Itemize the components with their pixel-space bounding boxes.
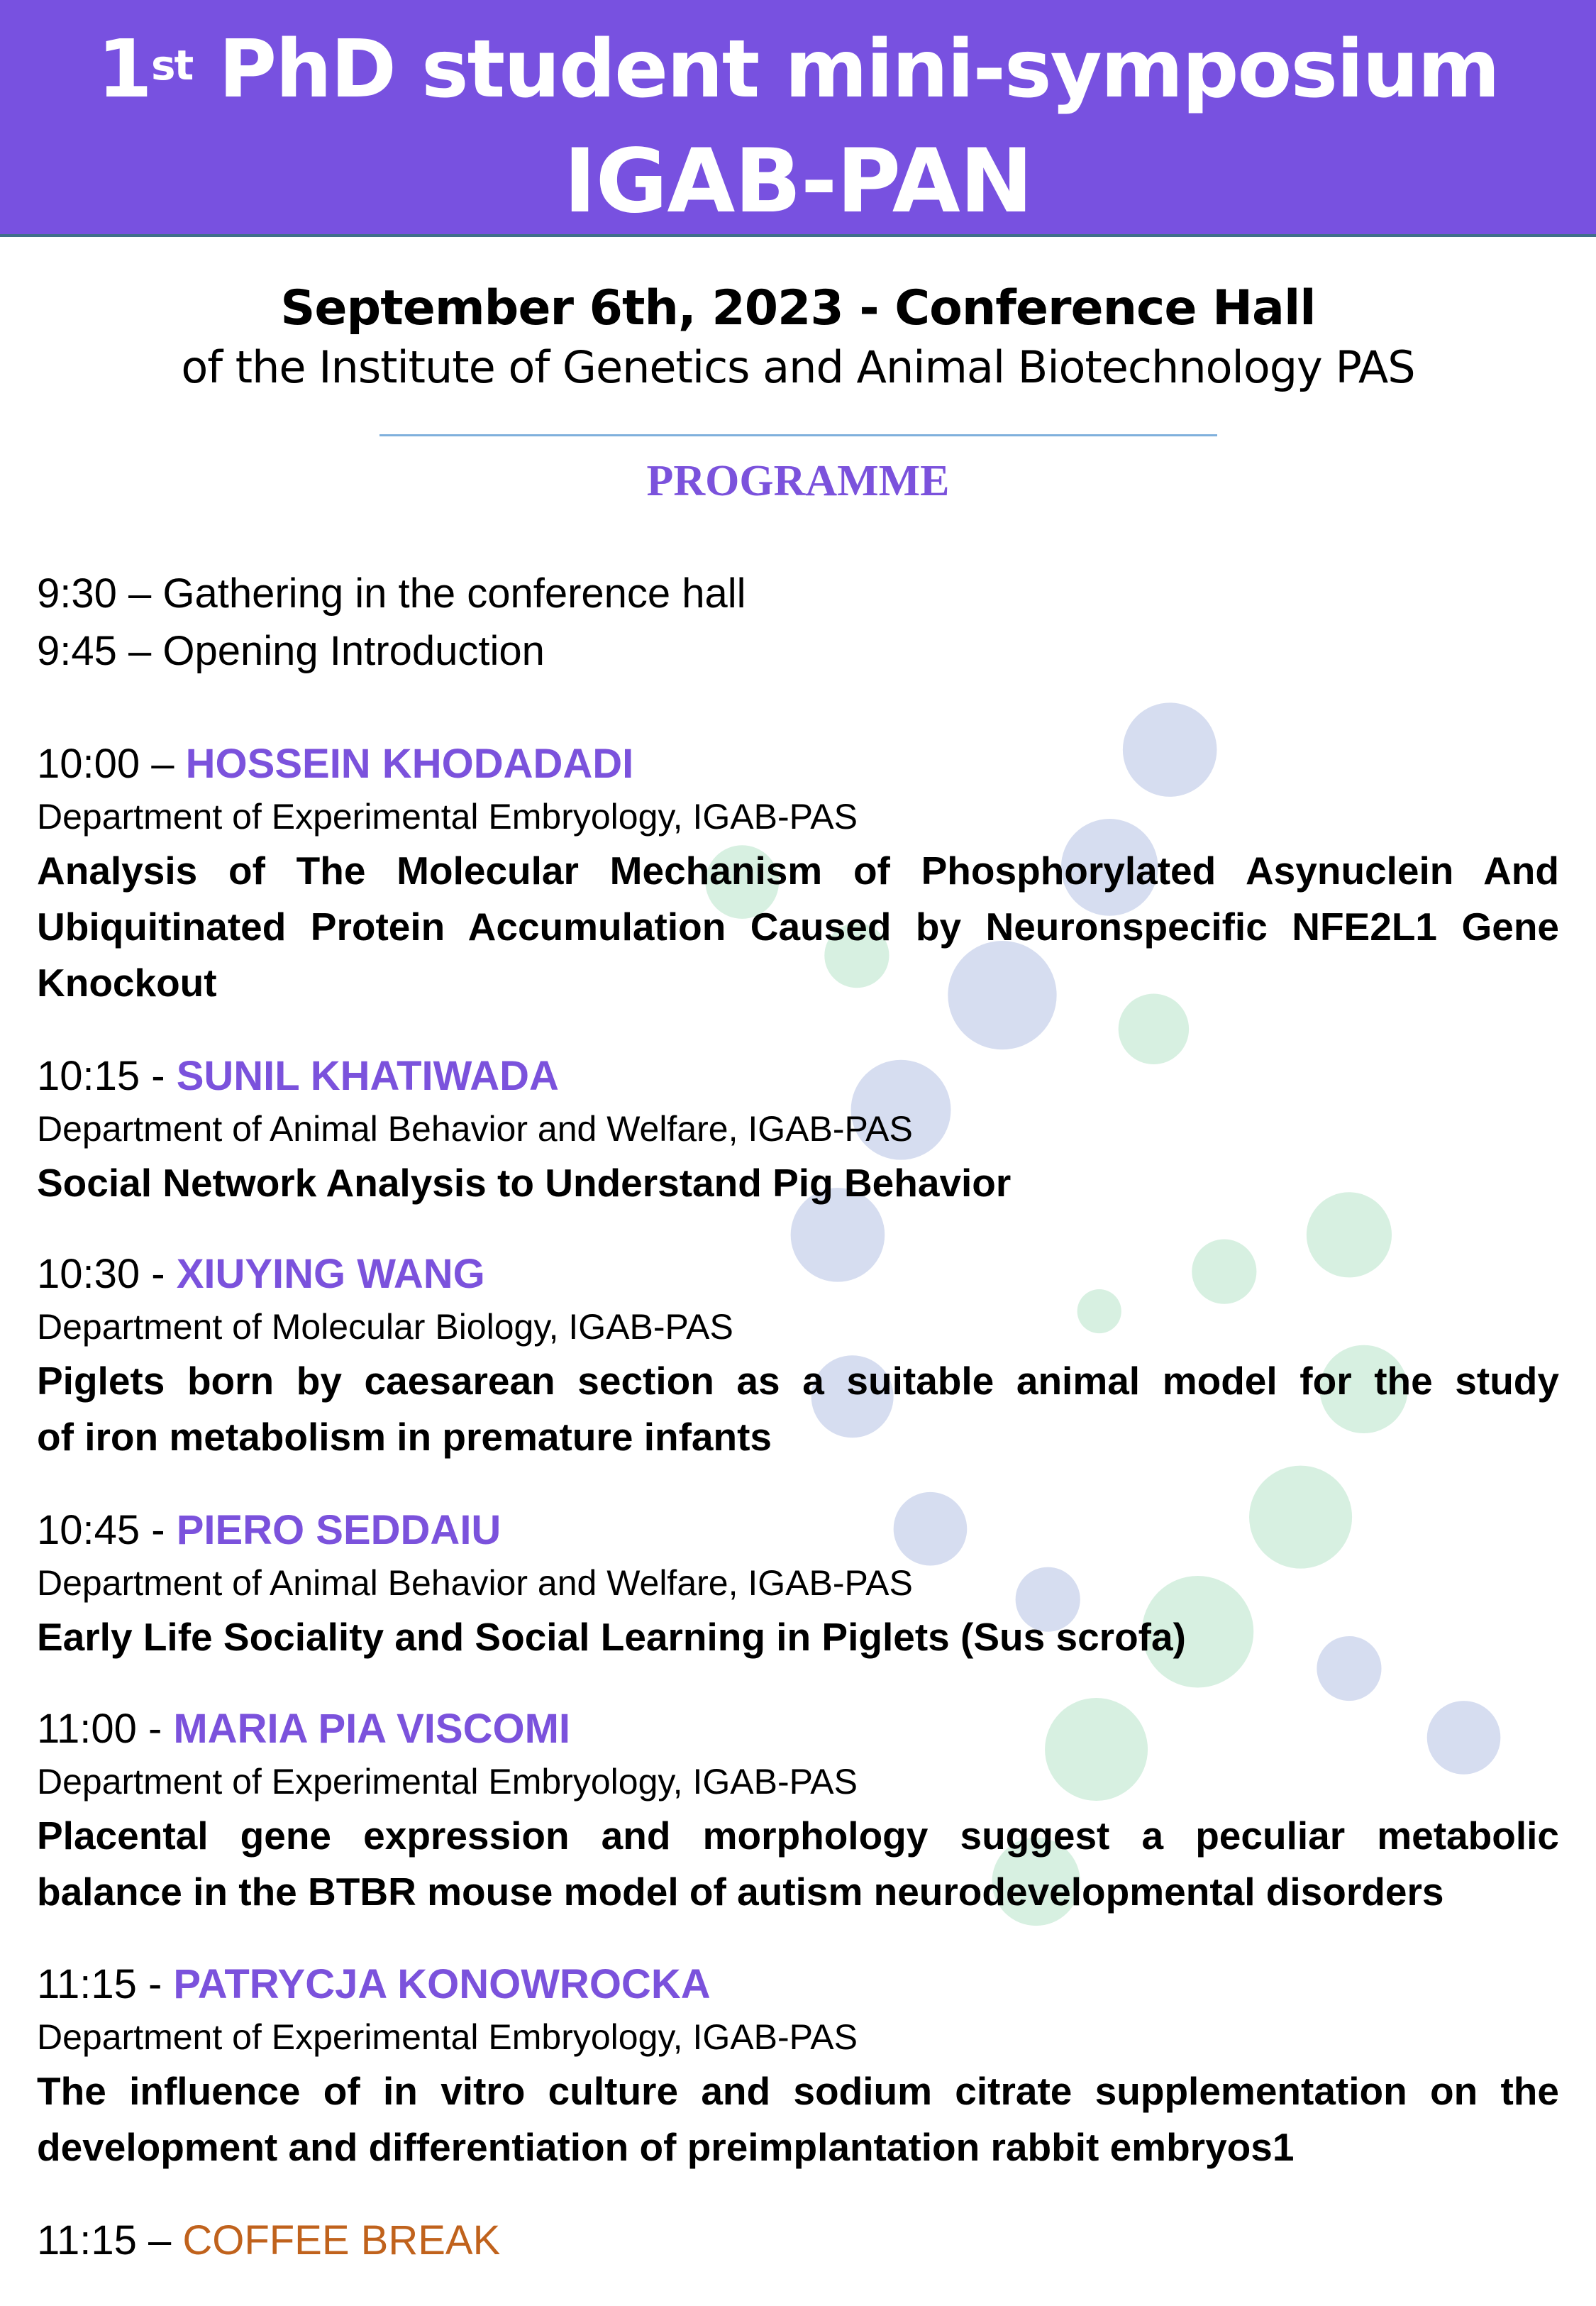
talk-header [37, 1956, 1559, 2013]
talk-header [37, 1502, 1559, 1559]
talk-time: 10:45 - [37, 1507, 177, 1553]
programme-item: 9:30 – Gathering in the conference hall [37, 570, 746, 617]
speaker-department: Department of Experimental Embryology, IGAB-PAS [37, 797, 858, 837]
talk-title-line: Social Network Analysis to Understand Pig Behavior [37, 1161, 1012, 1205]
talk-title-line: The influence of in vitro culture and sodium citrate supplementation on the [37, 2069, 1559, 2113]
talk-time: 11:00 - [37, 1706, 174, 1752]
talk-time: 10:15 - [37, 1053, 177, 1099]
speaker-department: Department of Molecular Biology, IGAB-PAS [37, 1307, 733, 1347]
talk-title-line: of iron metabolism in premature infants [37, 1415, 772, 1459]
institute-name: of the Institute of Genetics and Animal Biotechnology PAS [181, 341, 1415, 393]
title-ordinal-suffix: st [150, 41, 193, 89]
speaker-name: MARIA PIA VISCOMI [173, 1706, 570, 1752]
speaker-name: PATRYCJA KONOWROCKA [173, 1961, 711, 2007]
title-banner [0, 0, 1596, 237]
break-time: 11:15 – [37, 2217, 183, 2263]
talk-title-line: development and differentiation of preimplantation rabbit embryos1 [37, 2125, 1295, 2169]
divider [379, 434, 1217, 436]
speaker-department: Department of Experimental Embryology, IGAB-PAS [37, 2017, 858, 2057]
speaker-department: Department of Experimental Embryology, IGAB-PAS [37, 1762, 858, 1802]
talk-title-line: Ubiquitinated Protein Accumulation Caused by Neuronspecific NFE2L1 Gene [37, 905, 1559, 949]
talk-header [37, 736, 1559, 793]
symposium-title [0, 20, 1596, 119]
talk-title-line: Piglets born by caesarean section as a suitable animal model for the study [37, 1359, 1559, 1403]
talk-time: 11:15 - [37, 1961, 174, 2007]
talk-time: 10:00 – [37, 741, 186, 787]
talk-title-line: Placental gene expression and morphology suggest a peculiar metabolic [37, 1814, 1559, 1858]
speaker-department: Department of Animal Behavior and Welfare, IGAB-PAS [37, 1563, 913, 1603]
talk-title-line: Early Life Sociality and Social Learning in Piglets (Sus scrofa) [37, 1615, 1186, 1659]
talk-title-line: Knockout [37, 961, 217, 1005]
symposium-organizer: IGAB-PAN [563, 131, 1033, 233]
talk-header [37, 1701, 1559, 1758]
break-label: COFFEE BREAK [182, 2217, 501, 2263]
talk-header [37, 1246, 1559, 1303]
talk-time: 10:30 - [37, 1251, 177, 1297]
speaker-name: HOSSEIN KHODADADI [185, 741, 634, 787]
talk-title-line: Analysis of The Molecular Mechanism of Phosphorylated Asynuclein And [37, 849, 1559, 893]
speaker-name: SUNIL KHATIWADA [176, 1053, 559, 1099]
title-ordinal: 1 [97, 23, 151, 116]
coffee-break [37, 2212, 1559, 2269]
talk-title-line: balance in the BTBR mouse model of autism neurodevelopmental disorders [37, 1870, 1444, 1914]
speaker-department: Department of Animal Behavior and Welfare, IGAB-PAS [37, 1109, 913, 1149]
programme-item: 9:45 – Opening Introduction [37, 628, 545, 674]
title-text: PhD student mini-symposium [192, 23, 1499, 116]
speaker-name: XIUYING WANG [176, 1251, 485, 1297]
date-venue: September 6th, 2023 - Conference Hall [280, 280, 1316, 336]
programme-heading: PROGRAMME [646, 457, 950, 505]
talk-header [37, 1048, 1559, 1105]
speaker-name: PIERO SEDDAIU [176, 1507, 501, 1553]
